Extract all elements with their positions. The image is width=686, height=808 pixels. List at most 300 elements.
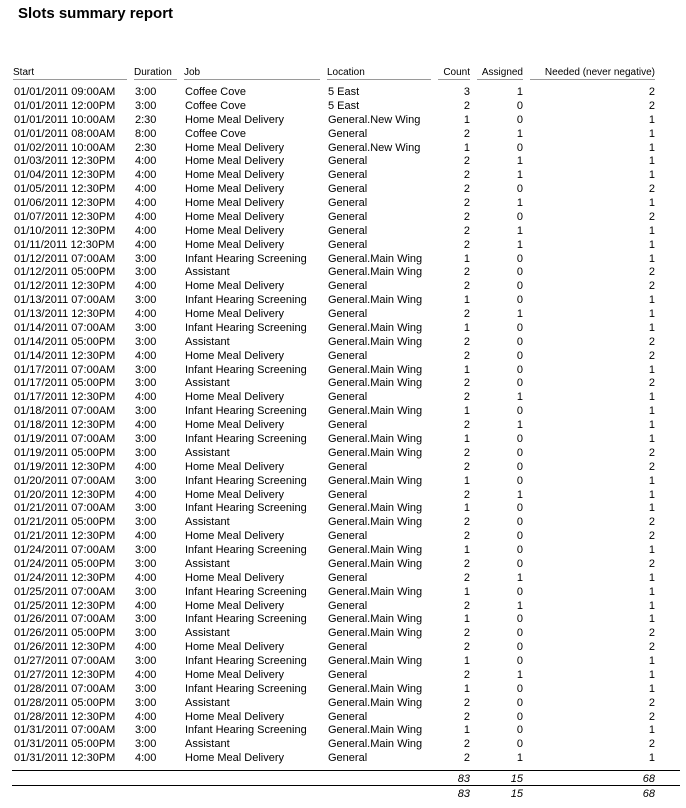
row-assigned-cell: 1	[516, 127, 523, 140]
row-needed-cell: 1	[648, 682, 655, 695]
row-duration-cell: 8:00	[135, 127, 157, 140]
row-start-cell: 01/24/2011 12:30PM	[14, 571, 116, 584]
row-needed-cell: 1	[648, 363, 655, 376]
row-duration-cell: 4:00	[135, 488, 157, 501]
row-needed-cell: 2	[648, 266, 655, 279]
row-job-cell: Infant Hearing Screening	[185, 474, 307, 487]
row-needed-cell: 2	[648, 335, 655, 348]
row-assigned-cell: 0	[516, 460, 523, 473]
row-duration-cell: 3:00	[135, 266, 157, 279]
row-start-cell: 01/17/2011 07:00AM	[14, 363, 116, 376]
row-needed-cell: 1	[648, 321, 655, 334]
row-location-cell: General	[328, 183, 368, 196]
row-duration-cell: 3:00	[135, 321, 157, 334]
row-assigned-cell: 0	[516, 252, 523, 265]
row-assigned-cell: 1	[516, 668, 523, 681]
row-start-cell: 01/17/2011 12:30PM	[14, 391, 116, 404]
row-job-cell: Assistant	[185, 627, 230, 640]
row-duration-cell: 3:00	[135, 682, 157, 695]
row-assigned-cell: 0	[516, 474, 523, 487]
row-start-cell: 01/07/2011 12:30PM	[14, 210, 116, 223]
row-duration-cell: 4:00	[135, 641, 157, 654]
row-start-cell: 01/27/2011 12:30PM	[14, 668, 116, 681]
row-needed-cell: 2	[648, 183, 655, 196]
row-needed-cell: 1	[648, 113, 655, 126]
row-duration-cell: 3:00	[135, 433, 157, 445]
row-needed-cell: 2	[648, 86, 655, 98]
row-location-cell: General.Main Wing	[328, 363, 423, 376]
row-duration-cell: 4:00	[135, 571, 157, 584]
row-count-cell: 1	[463, 613, 470, 626]
row-count-cell: 2	[463, 183, 470, 196]
row-start-cell: 01/12/2011 12:30PM	[14, 280, 116, 293]
row-duration-cell: 3:00	[135, 516, 157, 529]
row-job-cell: Home Meal Delivery	[185, 113, 285, 126]
row-job-cell: Home Meal Delivery	[185, 308, 285, 321]
row-job-cell: Home Meal Delivery	[185, 349, 285, 362]
row-job-cell: Infant Hearing Screening	[185, 724, 307, 737]
row-duration-cell: 4:00	[135, 169, 157, 182]
row-job-cell: Home Meal Delivery	[185, 183, 285, 196]
row-needed-cell: 2	[648, 530, 655, 543]
row-start-cell: 01/25/2011 12:30PM	[14, 599, 116, 612]
row-location-cell: General.Main Wing	[328, 377, 423, 390]
row-needed-cell: 1	[648, 474, 655, 487]
row-needed-cell: 2	[648, 349, 655, 362]
row-count-cell: 2	[463, 710, 470, 723]
row-location-cell: General.Main Wing	[328, 655, 423, 668]
row-start-cell: 01/05/2011 12:30PM	[14, 183, 116, 196]
column-header-needed: Needed (never negative)	[530, 67, 655, 80]
row-assigned-cell: 0	[516, 321, 523, 334]
row-start-cell: 01/13/2011 12:30PM	[14, 308, 116, 321]
totals-divider	[12, 770, 680, 771]
row-assigned-cell: 0	[516, 502, 523, 515]
row-location-cell: General.Main Wing	[328, 585, 423, 598]
row-location-cell: General.Main Wing	[328, 738, 423, 751]
row-start-cell: 01/19/2011 05:00PM	[14, 446, 116, 459]
row-duration-cell: 4:00	[135, 183, 157, 196]
row-count-cell: 1	[463, 502, 470, 515]
row-duration-cell: 3:00	[135, 335, 157, 348]
row-needed-cell: 1	[648, 405, 655, 418]
row-start-cell: 01/26/2011 07:00AM	[14, 613, 116, 626]
row-job-cell: Infant Hearing Screening	[185, 682, 307, 695]
row-count-cell: 2	[463, 738, 470, 751]
row-assigned-cell: 0	[516, 738, 523, 751]
row-assigned-cell: 0	[516, 696, 523, 709]
row-location-cell: General.Main Wing	[328, 613, 423, 626]
row-count-cell: 1	[463, 321, 470, 334]
row-job-cell: Home Meal Delivery	[185, 169, 285, 182]
row-start-cell: 01/13/2011 07:00AM	[14, 294, 116, 307]
row-assigned-cell: 0	[516, 710, 523, 723]
row-count-cell: 2	[463, 571, 470, 584]
row-start-cell: 01/31/2011 07:00AM	[14, 724, 116, 737]
row-start-cell: 01/14/2011 05:00PM	[14, 335, 116, 348]
row-assigned-cell: 0	[516, 294, 523, 307]
row-needed-cell: 1	[648, 419, 655, 432]
row-count-cell: 2	[463, 627, 470, 640]
row-location-cell: General	[328, 238, 368, 251]
row-location-cell: General.Main Wing	[328, 474, 423, 487]
row-needed-cell: 2	[648, 557, 655, 570]
row-count-cell: 1	[463, 433, 470, 445]
row-needed-cell: 2	[648, 738, 655, 751]
row-count-cell: 2	[463, 99, 470, 112]
row-assigned-cell: 0	[516, 433, 523, 445]
row-count-cell: 1	[463, 724, 470, 737]
row-assigned-cell: 0	[516, 266, 523, 279]
row-count-cell: 2	[463, 335, 470, 348]
row-start-cell: 01/12/2011 07:00AM	[14, 252, 116, 265]
row-location-cell: General	[328, 752, 368, 765]
row-job-cell: Infant Hearing Screening	[185, 502, 307, 515]
row-count-cell: 2	[463, 210, 470, 223]
row-assigned-cell: 0	[516, 183, 523, 196]
row-duration-cell: 3:00	[135, 446, 157, 459]
row-needed-cell: 2	[648, 377, 655, 390]
row-start-cell: 01/28/2011 12:30PM	[14, 710, 116, 723]
row-start-cell: 01/18/2011 12:30PM	[14, 419, 116, 432]
row-assigned-cell: 1	[516, 752, 523, 765]
row-count-cell: 1	[463, 113, 470, 126]
row-start-cell: 01/04/2011 12:30PM	[14, 169, 116, 182]
row-assigned-cell: 0	[516, 113, 523, 126]
row-count-cell: 2	[463, 224, 470, 237]
row-count-cell: 2	[463, 308, 470, 321]
row-location-cell: General	[328, 349, 368, 362]
row-count-cell: 2	[463, 197, 470, 210]
row-count-cell: 1	[463, 682, 470, 695]
row-assigned-cell: 1	[516, 169, 523, 182]
row-needed-cell: 1	[648, 433, 655, 445]
row-start-cell: 01/31/2011 12:30PM	[14, 752, 116, 765]
row-start-cell: 01/19/2011 12:30PM	[14, 460, 116, 473]
row-start-cell: 01/01/2011 12:00PM	[14, 99, 116, 112]
row-start-cell: 01/17/2011 05:00PM	[14, 377, 116, 390]
row-count-cell: 1	[463, 544, 470, 557]
row-job-cell: Coffee Cove	[185, 86, 246, 98]
row-start-cell: 01/14/2011 12:30PM	[14, 349, 116, 362]
row-location-cell: General.Main Wing	[328, 557, 423, 570]
row-location-cell: General	[328, 308, 368, 321]
row-job-cell: Infant Hearing Screening	[185, 405, 307, 418]
row-assigned-cell: 0	[516, 141, 523, 154]
row-job-cell: Home Meal Delivery	[185, 155, 285, 168]
row-needed-cell: 1	[648, 724, 655, 737]
row-needed-cell: 1	[648, 599, 655, 612]
row-duration-cell: 4:00	[135, 197, 157, 210]
row-needed-cell: 1	[648, 613, 655, 626]
row-assigned-cell: 0	[516, 613, 523, 626]
row-assigned-cell: 0	[516, 335, 523, 348]
report-title: Slots summary report	[18, 5, 174, 22]
row-assigned-cell: 0	[516, 557, 523, 570]
row-count-cell: 2	[463, 641, 470, 654]
column-header-assigned: Assigned	[477, 67, 523, 80]
row-assigned-cell: 0	[516, 544, 523, 557]
row-job-cell: Infant Hearing Screening	[185, 544, 307, 557]
row-location-cell: General.Main Wing	[328, 321, 423, 334]
row-start-cell: 01/26/2011 12:30PM	[14, 641, 116, 654]
row-location-cell: General	[328, 224, 368, 237]
row-duration-cell: 3:00	[135, 363, 157, 376]
row-location-cell: General	[328, 571, 368, 584]
row-assigned-cell: 1	[516, 488, 523, 501]
row-job-cell: Home Meal Delivery	[185, 210, 285, 223]
row-duration-cell: 3:00	[135, 696, 157, 709]
row-count-cell: 2	[463, 169, 470, 182]
row-duration-cell: 4:00	[135, 210, 157, 223]
row-start-cell: 01/24/2011 05:00PM	[14, 557, 116, 570]
row-needed-cell: 1	[648, 585, 655, 598]
row-location-cell: General	[328, 155, 368, 168]
grand-total-needed: 68	[642, 788, 655, 800]
row-needed-cell: 1	[648, 294, 655, 307]
row-duration-cell: 3:00	[135, 86, 157, 98]
row-start-cell: 01/12/2011 05:00PM	[14, 266, 116, 279]
row-duration-cell: 3:00	[135, 557, 157, 570]
total-needed: 68	[642, 773, 655, 785]
row-needed-cell: 1	[648, 488, 655, 501]
row-location-cell: General	[328, 530, 368, 543]
row-job-cell: Infant Hearing Screening	[185, 613, 307, 626]
row-duration-cell: 3:00	[135, 585, 157, 598]
row-needed-cell: 1	[648, 252, 655, 265]
row-start-cell: 01/01/2011 09:00AM	[14, 86, 116, 98]
row-job-cell: Home Meal Delivery	[185, 710, 285, 723]
row-location-cell: General	[328, 599, 368, 612]
row-assigned-cell: 0	[516, 210, 523, 223]
row-needed-cell: 1	[648, 197, 655, 210]
row-job-cell: Home Meal Delivery	[185, 752, 285, 765]
row-needed-cell: 2	[648, 696, 655, 709]
row-assigned-cell: 0	[516, 724, 523, 737]
row-count-cell: 2	[463, 238, 470, 251]
grand-total-count: 83	[457, 788, 470, 800]
row-job-cell: Home Meal Delivery	[185, 599, 285, 612]
row-location-cell: General.Main Wing	[328, 724, 423, 737]
row-duration-cell: 3:00	[135, 405, 157, 418]
row-start-cell: 01/21/2011 07:00AM	[14, 502, 116, 515]
row-location-cell: General.Main Wing	[328, 294, 423, 307]
row-needed-cell: 1	[648, 238, 655, 251]
row-count-cell: 2	[463, 557, 470, 570]
row-assigned-cell: 1	[516, 86, 523, 98]
row-count-cell: 2	[463, 446, 470, 459]
row-assigned-cell: 1	[516, 197, 523, 210]
row-location-cell: General	[328, 710, 368, 723]
row-count-cell: 2	[463, 460, 470, 473]
row-assigned-cell: 1	[516, 238, 523, 251]
row-assigned-cell: 0	[516, 641, 523, 654]
row-job-cell: Home Meal Delivery	[185, 460, 285, 473]
row-duration-cell: 4:00	[135, 752, 157, 765]
row-duration-cell: 4:00	[135, 280, 157, 293]
row-duration-cell: 2:30	[135, 113, 157, 126]
row-assigned-cell: 0	[516, 280, 523, 293]
row-duration-cell: 4:00	[135, 155, 157, 168]
row-start-cell: 01/28/2011 07:00AM	[14, 682, 116, 695]
row-start-cell: 01/03/2011 12:30PM	[14, 155, 116, 168]
row-job-cell: Home Meal Delivery	[185, 224, 285, 237]
row-duration-cell: 3:00	[135, 474, 157, 487]
row-assigned-cell: 0	[516, 405, 523, 418]
row-job-cell: Assistant	[185, 266, 230, 279]
row-start-cell: 01/26/2011 05:00PM	[14, 627, 116, 640]
row-assigned-cell: 1	[516, 571, 523, 584]
row-count-cell: 1	[463, 655, 470, 668]
column-header-job: Job	[184, 67, 320, 80]
row-assigned-cell: 0	[516, 516, 523, 529]
row-job-cell: Coffee Cove	[185, 127, 246, 140]
row-duration-cell: 4:00	[135, 599, 157, 612]
row-count-cell: 2	[463, 696, 470, 709]
row-needed-cell: 2	[648, 210, 655, 223]
row-location-cell: General.Main Wing	[328, 266, 423, 279]
row-job-cell: Home Meal Delivery	[185, 488, 285, 501]
row-needed-cell: 1	[648, 752, 655, 765]
row-start-cell: 01/31/2011 05:00PM	[14, 738, 116, 751]
row-needed-cell: 2	[648, 446, 655, 459]
row-start-cell: 01/20/2011 07:00AM	[14, 474, 116, 487]
row-assigned-cell: 0	[516, 682, 523, 695]
row-job-cell: Home Meal Delivery	[185, 641, 285, 654]
row-needed-cell: 2	[648, 280, 655, 293]
row-count-cell: 2	[463, 349, 470, 362]
row-count-cell: 2	[463, 668, 470, 681]
row-count-cell: 2	[463, 155, 470, 168]
row-count-cell: 3	[463, 86, 470, 98]
row-start-cell: 01/14/2011 07:00AM	[14, 321, 116, 334]
row-location-cell: General	[328, 169, 368, 182]
row-count-cell: 1	[463, 585, 470, 598]
row-needed-cell: 2	[648, 516, 655, 529]
row-duration-cell: 3:00	[135, 544, 157, 557]
row-job-cell: Home Meal Delivery	[185, 391, 285, 404]
row-count-cell: 1	[463, 363, 470, 376]
row-needed-cell: 1	[648, 571, 655, 584]
column-header-duration: Duration	[134, 67, 177, 80]
row-job-cell: Assistant	[185, 696, 230, 709]
row-duration-cell: 4:00	[135, 460, 157, 473]
row-start-cell: 01/11/2011 12:30PM	[14, 238, 115, 251]
row-location-cell: General.Main Wing	[328, 516, 423, 529]
row-needed-cell: 2	[648, 641, 655, 654]
row-duration-cell: 4:00	[135, 391, 157, 404]
row-job-cell: Infant Hearing Screening	[185, 585, 307, 598]
row-duration-cell: 4:00	[135, 419, 157, 432]
row-needed-cell: 2	[648, 460, 655, 473]
row-duration-cell: 4:00	[135, 238, 157, 251]
row-count-cell: 2	[463, 530, 470, 543]
row-assigned-cell: 0	[516, 377, 523, 390]
row-start-cell: 01/21/2011 05:00PM	[14, 516, 116, 529]
column-header-location: Location	[327, 67, 431, 80]
row-location-cell: General.Main Wing	[328, 446, 423, 459]
row-assigned-cell: 0	[516, 99, 523, 112]
row-start-cell: 01/01/2011 08:00AM	[14, 127, 116, 140]
row-assigned-cell: 0	[516, 585, 523, 598]
row-location-cell: General	[328, 127, 368, 140]
row-assigned-cell: 1	[516, 391, 523, 404]
row-location-cell: General	[328, 488, 368, 501]
row-location-cell: General.Main Wing	[328, 335, 423, 348]
row-assigned-cell: 1	[516, 419, 523, 432]
row-needed-cell: 1	[648, 655, 655, 668]
row-needed-cell: 2	[648, 99, 655, 112]
row-duration-cell: 3:00	[135, 99, 157, 112]
row-start-cell: 01/28/2011 05:00PM	[14, 696, 116, 709]
row-job-cell: Home Meal Delivery	[185, 197, 285, 210]
row-duration-cell: 3:00	[135, 738, 157, 751]
row-start-cell: 01/25/2011 07:00AM	[14, 585, 116, 598]
row-count-cell: 1	[463, 252, 470, 265]
row-count-cell: 2	[463, 377, 470, 390]
row-job-cell: Assistant	[185, 377, 230, 390]
row-duration-cell: 4:00	[135, 530, 157, 543]
row-duration-cell: 4:00	[135, 710, 157, 723]
row-start-cell: 01/19/2011 07:00AM	[14, 433, 116, 445]
row-location-cell: General.Main Wing	[328, 627, 423, 640]
grand-total-divider	[12, 785, 680, 786]
row-duration-cell: 3:00	[135, 613, 157, 626]
row-job-cell: Home Meal Delivery	[185, 530, 285, 543]
row-location-cell: General	[328, 641, 368, 654]
row-count-cell: 2	[463, 419, 470, 432]
row-duration-cell: 3:00	[135, 724, 157, 737]
row-duration-cell: 3:00	[135, 294, 157, 307]
row-assigned-cell: 1	[516, 155, 523, 168]
row-start-cell: 01/21/2011 12:30PM	[14, 530, 116, 543]
row-job-cell: Infant Hearing Screening	[185, 252, 307, 265]
row-job-cell: Infant Hearing Screening	[185, 363, 307, 376]
row-job-cell: Assistant	[185, 738, 230, 751]
row-location-cell: General.Main Wing	[328, 544, 423, 557]
row-job-cell: Infant Hearing Screening	[185, 433, 307, 445]
row-assigned-cell: 1	[516, 599, 523, 612]
row-assigned-cell: 0	[516, 627, 523, 640]
row-location-cell: General.Main Wing	[328, 696, 423, 709]
row-count-cell: 1	[463, 294, 470, 307]
row-location-cell: General.Main Wing	[328, 433, 423, 445]
row-needed-cell: 1	[648, 224, 655, 237]
column-header-start: Start	[13, 67, 127, 80]
row-needed-cell: 1	[648, 668, 655, 681]
row-location-cell: General.Main Wing	[328, 502, 423, 515]
row-count-cell: 1	[463, 141, 470, 154]
row-count-cell: 1	[463, 405, 470, 418]
column-header-count: Count	[438, 67, 470, 80]
row-location-cell: General	[328, 460, 368, 473]
row-duration-cell: 3:00	[135, 627, 157, 640]
row-location-cell: General	[328, 391, 368, 404]
row-location-cell: General.New Wing	[328, 141, 421, 154]
row-location-cell: General	[328, 197, 368, 210]
row-assigned-cell: 0	[516, 655, 523, 668]
row-needed-cell: 1	[648, 141, 655, 154]
row-job-cell: Infant Hearing Screening	[185, 655, 307, 668]
row-count-cell: 1	[463, 474, 470, 487]
row-start-cell: 01/06/2011 12:30PM	[14, 197, 116, 210]
row-job-cell: Coffee Cove	[185, 99, 246, 112]
row-needed-cell: 1	[648, 308, 655, 321]
row-needed-cell: 2	[648, 710, 655, 723]
row-needed-cell: 1	[648, 544, 655, 557]
row-location-cell: General.Main Wing	[328, 682, 423, 695]
row-needed-cell: 1	[648, 502, 655, 515]
